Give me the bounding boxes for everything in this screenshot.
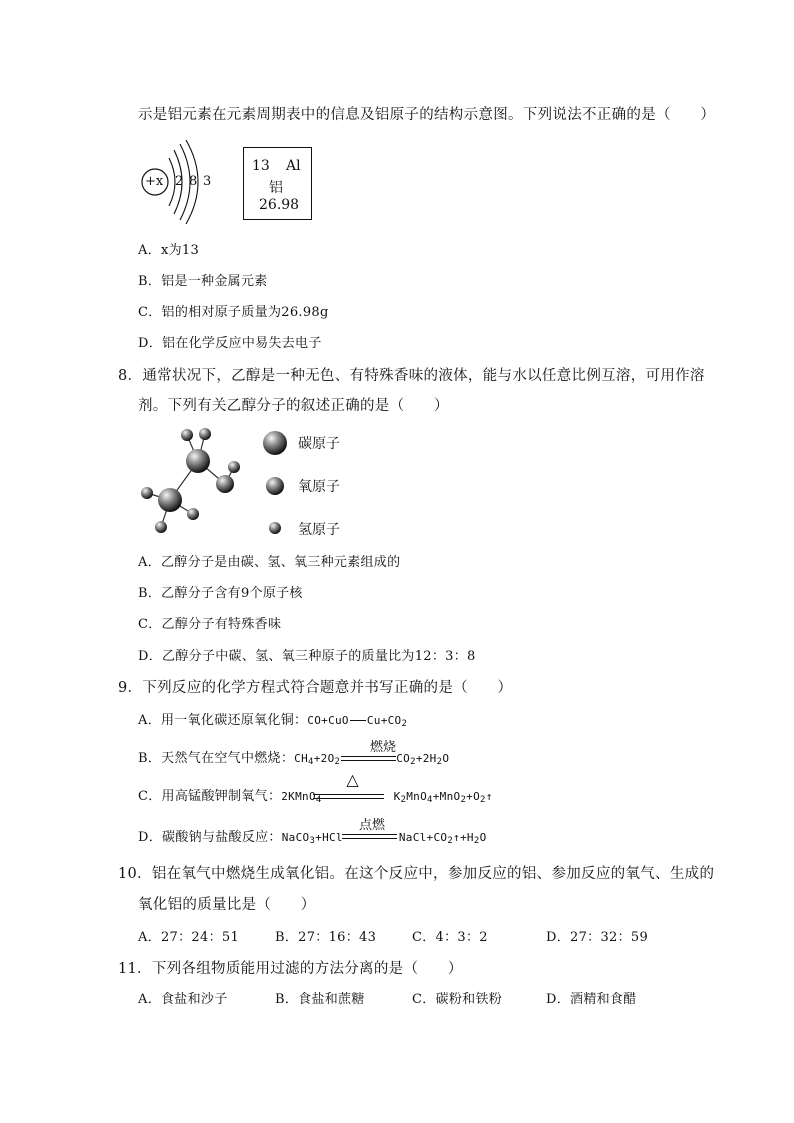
q7-stem: 示是铝元素在元素周期表中的信息及铝原子的结构示意图。下列说法不正确的是（ ） [138, 107, 716, 123]
q9-c-right: $K_2MnO_4+MnO_2+O_2↑$ [393, 790, 493, 805]
q10-stem-line2: 氧化铝的质量比是（ ） [138, 897, 316, 913]
q7-option-d: D．铝在化学反应中易失去电子 [138, 336, 322, 351]
carbon-legend-ball [263, 431, 287, 455]
shell-3-electrons: 3 [203, 174, 212, 189]
q9-a-label: A．用一氧化碳还原氧化铜： [138, 713, 308, 728]
q9-c-equals [313, 794, 384, 799]
shell-2-electrons: 8 [189, 174, 198, 189]
q10-option-a: A．27：24：51 [138, 930, 240, 945]
hydrogen-atom [155, 521, 167, 533]
element-name: 铝 [269, 180, 283, 196]
q9-d-label: D．碳酸钠与盐酸反应： [138, 830, 282, 845]
q9-option-a [138, 709, 407, 729]
q9-d-equals [342, 834, 397, 839]
q9-c-left: 2KMnO$_4$ [281, 790, 322, 805]
q8-option-c: C．乙醇分子有特殊香味 [138, 617, 282, 632]
hydrogen-atom [228, 461, 240, 473]
hydrogen-atom [141, 487, 153, 499]
carbon-atom [158, 488, 182, 512]
q10-option-b: B．27：16：43 [275, 930, 377, 945]
q8-option-a: A．乙醇分子是由碳、氢、氧三种元素组成的 [138, 555, 401, 570]
q9-a-right: $Cu+CO_2$ [366, 714, 408, 729]
hydrogen-atom [187, 508, 199, 520]
q8-option-d: D．乙醇分子中碳、氢、氧三种原子的质量比为12：3：8 [138, 649, 476, 664]
q8-option-b: B．乙醇分子含有9个原子核 [138, 586, 303, 601]
hydrogen-atom [199, 428, 211, 440]
q9-b-label: B．天然气在空气中燃烧： [138, 751, 295, 766]
q7-option-a: A．x为13 [138, 243, 200, 258]
periodic-table-cell [243, 147, 312, 220]
q10-stem-line1: 10．铝在氧气中燃烧生成氧化铝。在这个反应中，参加反应的铝、参加反应的氧气、生成的 [118, 866, 715, 882]
q9-b-left: $CH_4+2O_2$ [294, 752, 341, 767]
nucleus-charge: +x [145, 174, 164, 189]
legend-oxygen-label: 氧原子 [298, 479, 340, 495]
q9-option-b [138, 747, 449, 767]
q9-d-left: NaCO$_3$+HCl [281, 831, 343, 846]
q9-d-condition: 点燃 [358, 818, 385, 833]
q9-option-d [138, 826, 487, 846]
hydrogen-atom [181, 429, 193, 441]
q8-stem-line1: 8．通常状况下，乙醇是一种无色、有特殊香味的液体，能与水以任意比例互溶，可用作溶 [118, 368, 705, 384]
q7-option-c: C．铝的相对原子质量为26.98g [138, 305, 329, 320]
legend-hydrogen-label: 氢原子 [298, 522, 340, 538]
oxygen-atom [216, 475, 234, 493]
q11-stem: 11．下列各组物质能用过滤的方法分离的是（ ） [118, 961, 463, 977]
molecule-legend-symbols [262, 430, 292, 540]
q11-option-b: B．食盐和蔗糖 [275, 992, 365, 1007]
q11-option-d: D．酒精和食醋 [546, 992, 637, 1007]
atomic-number: 13 [252, 158, 270, 174]
q9-stem: 9．下列反应的化学方程式符合题意并书写正确的是（ ） [118, 680, 513, 696]
q9-b-equals [341, 756, 396, 761]
q9-c-label: C．用高锰酸钾制氧气： [138, 789, 282, 804]
element-symbol: Al [286, 158, 301, 174]
q11-option-c: C．碳粉和铁粉 [412, 992, 503, 1007]
q9-a-equals [350, 720, 366, 721]
ethanol-molecule-model [135, 420, 255, 545]
legend-carbon-label: 碳原子 [298, 436, 340, 452]
q9-d-right: $NaCl+CO_2↑+H_2O$ [398, 831, 487, 846]
q9-a-left: CO+CuO [307, 714, 349, 727]
q10-option-d: D．27：32：59 [546, 930, 649, 945]
carbon-atom [186, 449, 210, 473]
hydrogen-legend-ball [269, 522, 281, 534]
q11-option-a: A．食盐和沙子 [138, 992, 228, 1007]
q7-option-b: B．铝是一种金属元素 [138, 274, 268, 289]
q9-b-right: $CO_2+2H_2O$ [396, 752, 450, 767]
q10-option-c: C．4：3：2 [412, 930, 488, 945]
q9-c-condition: △ [346, 770, 359, 789]
q9-b-condition: 燃烧 [369, 740, 396, 755]
atomic-mass: 26.98 [259, 197, 300, 213]
shell-1-electrons: 2 [175, 174, 184, 189]
oxygen-legend-ball [266, 477, 284, 495]
q8-stem-line2: 剂。下列有关乙醇分子的叙述正确的是（ ） [138, 398, 449, 414]
